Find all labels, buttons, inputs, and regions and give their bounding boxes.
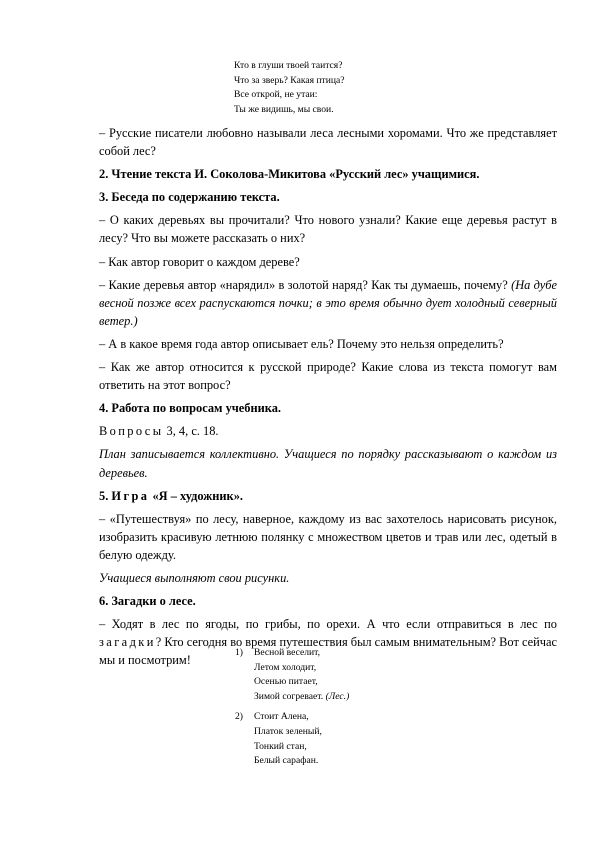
section-heading-textbook: 4. Работа по вопросам учебника. — [99, 401, 281, 416]
riddle-line: Тонкий стан, — [254, 740, 307, 752]
heading-game-title: «Я – художник». — [152, 488, 243, 503]
riddle-item — [235, 646, 349, 704]
riddles-intro-start: – Ходят в лес по ягоды, по грибы, по орехи. А что если отправиться в лес по — [99, 617, 557, 632]
questions-label: Вопросы — [99, 424, 164, 439]
poem-line: Ты же видишь, мы свои. — [234, 103, 334, 115]
question-author: – Как автор говорит о каждом дереве? — [99, 254, 300, 269]
riddle-lines — [254, 646, 349, 704]
heading-number: 5. — [99, 488, 109, 503]
question-nature: – Как же автор относится к русской природе? Какие слова из текста помогут вам ответить на этот вопрос? — [99, 360, 557, 393]
riddle-line: Платок зеленый, — [254, 725, 322, 737]
riddle-line: Белый сарафан. — [254, 755, 319, 767]
riddles-list — [235, 646, 349, 775]
riddles-intro-spaced: загадки — [99, 635, 156, 650]
poem-line: Кто в глуши твоей таится? — [234, 60, 343, 71]
question-golden-trees — [99, 276, 557, 330]
paragraph-drawing: – «Путешествуя» по лесу, наверное, каждому из вас захотелось нарисовать рисунок, изобразить красивую летнюю полянку с множеством цветов и трав или лес, одетый в белую одежду. — [99, 511, 557, 562]
riddle-line: Весной веселит, — [254, 647, 321, 658]
textbook-questions — [99, 422, 557, 440]
question-fir: – А в какое время года автор описывает ель? Почему это нельзя определить? — [99, 336, 504, 351]
riddle-line-text: Зимой согревает. — [254, 690, 324, 702]
paragraph-forest-intro: – Русские писатели любовно называли леса лесными хоромами. Что же представляет собой лес? — [99, 126, 557, 159]
riddle-line-last — [254, 690, 349, 705]
poem-line: Что за зверь? Какая птица? — [234, 74, 345, 86]
heading-game-word: Игра — [111, 488, 150, 503]
section-heading-discussion: 3. Беседа по содержанию текста. — [99, 190, 280, 205]
question-trees: – О каких деревьях вы прочитали? Что нового узнали? Какие еще деревья растут в лесу? Что вы можете рассказать о них? — [99, 213, 557, 246]
section-heading-game — [99, 487, 557, 505]
riddle-line: Осенью питает, — [254, 676, 318, 688]
riddle-lines — [254, 710, 322, 768]
riddle-line: Стоит Алена, — [254, 711, 309, 723]
riddle-item — [235, 710, 349, 768]
riddle-answer: (Лес.) — [325, 690, 350, 702]
drawing-note: Учащиеся выполняют свои рисунки. — [99, 570, 290, 585]
plan-note: План записывается коллективно. Учащиеся по порядку рассказывают о каждом из деревьев. — [99, 447, 557, 480]
riddle-number: 2) — [235, 711, 243, 723]
question-text: – Какие деревья автор «нарядил» в золотой наряд? Как ты думаешь, почему? — [99, 277, 508, 292]
poem-line: Все открой, не утаи: — [234, 89, 318, 101]
riddles-intro-end: ? Кто сегодня во время путешествия был самым внимательным? Вот сейчас мы и посмотрим! — [99, 635, 557, 668]
section-heading-riddles: 6. Загадки о лесе. — [99, 594, 196, 609]
riddle-line: Летом холодит, — [254, 661, 317, 673]
riddle-number: 1) — [235, 647, 243, 658]
section-heading-reading: 2. Чтение текста И. Соколова-Микитова «Русский лес» учащимися. — [99, 167, 480, 182]
opening-poem — [234, 59, 345, 117]
answer-hint: (На дубе весной позже всех распускаются почки; в это время обычно дует холодный северный ветер.) — [99, 277, 558, 328]
questions-ref: 3, 4, с. 18. — [166, 424, 219, 439]
lesson-body — [99, 124, 557, 674]
